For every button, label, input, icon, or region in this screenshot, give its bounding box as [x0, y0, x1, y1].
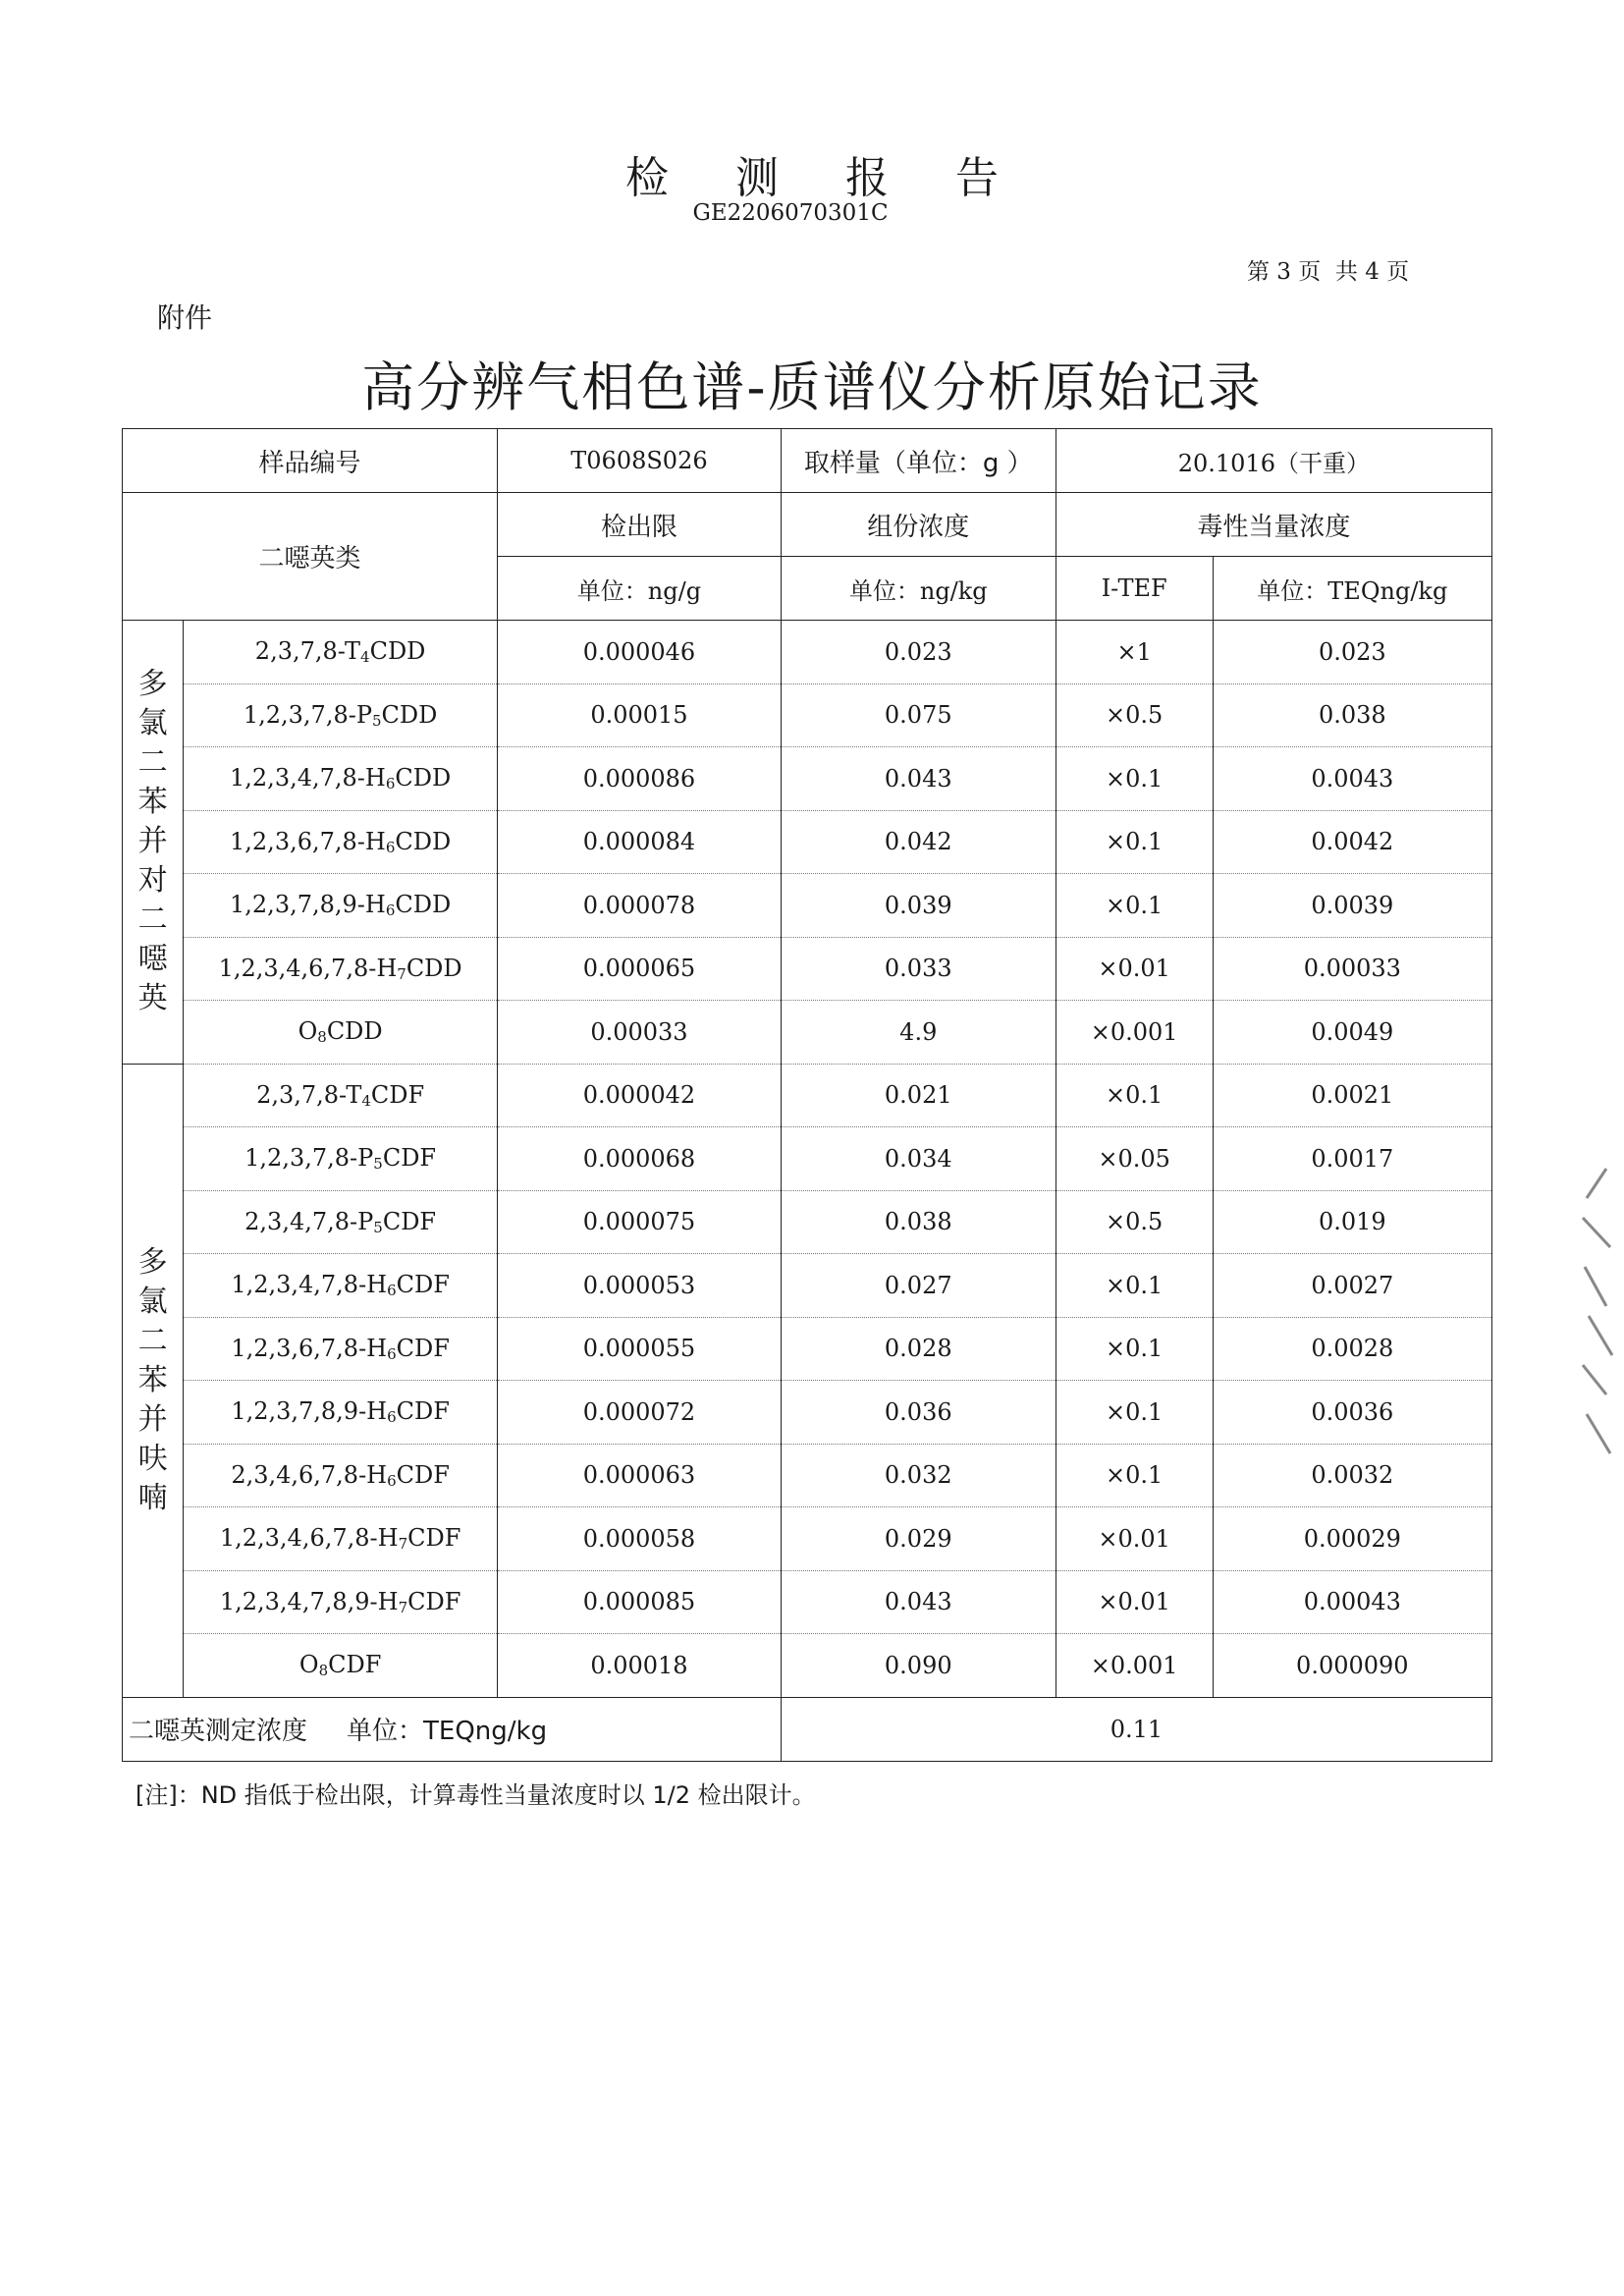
teq-value: 0.00029 — [1213, 1507, 1491, 1571]
table-row — [123, 621, 1492, 684]
compound-subscript: 8 — [317, 1028, 327, 1047]
group-label-pcdf — [123, 1064, 184, 1697]
compound-name — [184, 1001, 498, 1065]
tef-header: I-TEF — [1056, 557, 1213, 621]
compound-subscript: 5 — [373, 1155, 383, 1174]
group-label-char: 对 — [137, 863, 168, 899]
detection-limit-value: 0.000075 — [498, 1190, 782, 1254]
group-label-char: 多 — [137, 667, 168, 702]
toxic-equivalent-header: 毒性当量浓度 — [1056, 493, 1491, 557]
total-row — [123, 1697, 1492, 1761]
tef-value: ×0.1 — [1056, 810, 1213, 874]
total-label-cell — [123, 1697, 782, 1761]
compound-prefix: O — [298, 1651, 319, 1679]
compound-subscript: 7 — [398, 1598, 408, 1616]
tef-value: ×0.5 — [1056, 1190, 1213, 1254]
table-row — [123, 683, 1492, 747]
tef-value: ×0.1 — [1056, 1317, 1213, 1381]
compound-prefix: 1,2,3,7,8,9-H — [230, 891, 386, 919]
detection-limit-value: 0.000072 — [498, 1381, 782, 1445]
teq-value: 0.0017 — [1213, 1127, 1491, 1191]
table-row — [123, 874, 1492, 938]
compound-name — [184, 747, 498, 811]
detection-limit-value: 0.000068 — [498, 1127, 782, 1191]
report-title-char: 报 — [845, 153, 889, 203]
table-row — [123, 1001, 1492, 1065]
seal-stamp-fragment — [1577, 1159, 1616, 1473]
concentration-value: 0.039 — [781, 874, 1056, 938]
table-row — [123, 1190, 1492, 1254]
tef-value: ×0.05 — [1056, 1127, 1213, 1191]
concentration-value: 0.032 — [781, 1444, 1056, 1507]
compound-suffix: CDD — [381, 700, 438, 729]
compound-prefix: 1,2,3,6,7,8-H — [231, 1334, 388, 1362]
compound-prefix: 1,2,3,6,7,8-H — [230, 827, 386, 855]
compound-name — [184, 1127, 498, 1191]
concentration-value: 0.034 — [781, 1127, 1056, 1191]
column-header-row — [123, 493, 1492, 557]
teq-value: 0.0032 — [1213, 1444, 1491, 1507]
table-row — [123, 1634, 1492, 1698]
compound-prefix: O — [298, 1017, 318, 1046]
tef-value: ×0.1 — [1056, 1064, 1213, 1127]
compound-suffix: CDF — [382, 1144, 437, 1173]
compound-subscript: 7 — [398, 1535, 408, 1554]
table-row — [123, 1317, 1492, 1381]
group-label-char: 苯 — [137, 785, 168, 820]
detection-limit-header: 检出限 — [498, 493, 782, 557]
group-label-char: 喃 — [137, 1480, 168, 1515]
compound-prefix: 1,2,3,4,6,7,8-H — [218, 954, 398, 982]
teq-value: 0.0021 — [1213, 1064, 1491, 1127]
tef-value: ×0.01 — [1056, 1507, 1213, 1571]
detection-limit-value: 0.000085 — [498, 1570, 782, 1634]
detection-limit-value: 0.000078 — [498, 874, 782, 938]
group-label-char: 二 — [137, 902, 168, 938]
total-unit: 单位：TEQng/kg — [347, 1717, 548, 1746]
compound-suffix: CDD — [395, 827, 452, 855]
table-row — [123, 810, 1492, 874]
attachment-label: 附件 — [157, 301, 213, 334]
concentration-value: 0.027 — [781, 1254, 1056, 1318]
teq-value: 0.0027 — [1213, 1254, 1491, 1318]
group-label-char: 并 — [137, 824, 168, 859]
detection-limit-value: 0.000065 — [498, 937, 782, 1001]
compound-subscript: 6 — [387, 1282, 397, 1300]
teq-value: 0.00033 — [1213, 937, 1491, 1001]
compound-subscript: 5 — [371, 711, 382, 730]
teq-value: 0.023 — [1213, 621, 1491, 684]
teq-unit: 单位：TEQng/kg — [1213, 557, 1491, 621]
teq-value: 0.00043 — [1213, 1570, 1491, 1634]
sample-amount-value: 20.1016（干重） — [1056, 429, 1491, 493]
compound-subscript: 4 — [361, 1091, 371, 1110]
compound-name — [184, 1254, 498, 1318]
compound-name — [184, 1634, 498, 1698]
compound-prefix: 1,2,3,4,7,8-H — [231, 1271, 388, 1299]
concentration-value: 0.029 — [781, 1507, 1056, 1571]
compound-suffix: CDD — [395, 891, 452, 919]
table-row — [123, 937, 1492, 1001]
compound-subscript: 6 — [385, 775, 396, 793]
concentration-unit: 单位：ng/kg — [781, 557, 1056, 621]
compound-subscript: 5 — [373, 1218, 383, 1236]
compound-subscript: 6 — [387, 1408, 397, 1427]
compound-name — [184, 1064, 498, 1127]
compound-name — [184, 683, 498, 747]
compound-prefix: 2,3,4,6,7,8-H — [231, 1460, 388, 1489]
compound-prefix: 1,2,3,4,6,7,8-H — [219, 1524, 399, 1553]
compound-class-header: 二噁英类 — [123, 493, 498, 621]
tef-value: ×0.1 — [1056, 874, 1213, 938]
compound-subscript: 6 — [387, 1471, 397, 1490]
compound-subscript: 6 — [387, 1344, 397, 1363]
concentration-value: 0.075 — [781, 683, 1056, 747]
concentration-value: 0.090 — [781, 1634, 1056, 1698]
compound-subscript: 8 — [318, 1662, 329, 1680]
sample-info-row — [123, 429, 1492, 493]
group-label-char: 多 — [137, 1244, 168, 1280]
compound-prefix: 2,3,4,7,8-P — [244, 1207, 374, 1235]
compound-suffix: CDF — [382, 1207, 437, 1235]
detection-limit-value: 0.000063 — [498, 1444, 782, 1507]
detection-limit-value: 0.000084 — [498, 810, 782, 874]
record-title: 高分辨气相色谱-质谱仪分析原始记录 — [361, 356, 1263, 418]
report-title-char: 测 — [735, 153, 779, 203]
sample-id-value: T0608S026 — [498, 429, 782, 493]
table-row — [123, 747, 1492, 811]
concentration-value: 0.043 — [781, 1570, 1056, 1634]
compound-suffix: CDF — [407, 1524, 461, 1553]
compound-name — [184, 937, 498, 1001]
tef-value: ×0.1 — [1056, 747, 1213, 811]
group-label-char: 氯 — [137, 706, 168, 741]
tef-value: ×0.01 — [1056, 1570, 1213, 1634]
concentration-value: 0.043 — [781, 747, 1056, 811]
compound-suffix: CDF — [396, 1271, 450, 1299]
detection-limit-value: 0.00015 — [498, 683, 782, 747]
table-row — [123, 1507, 1492, 1571]
compound-name — [184, 1444, 498, 1507]
teq-value: 0.0042 — [1213, 810, 1491, 874]
total-value: 0.11 — [781, 1697, 1491, 1761]
tef-value: ×0.1 — [1056, 1444, 1213, 1507]
concentration-value: 0.023 — [781, 621, 1056, 684]
detection-limit-value: 0.000086 — [498, 747, 782, 811]
tef-value: ×1 — [1056, 621, 1213, 684]
group-label-char: 并 — [137, 1401, 168, 1437]
detection-limit-unit: 单位：ng/g — [498, 557, 782, 621]
concentration-value: 0.021 — [781, 1064, 1056, 1127]
teq-value: 0.0036 — [1213, 1381, 1491, 1445]
compound-name — [184, 874, 498, 938]
compound-suffix: CDF — [396, 1334, 450, 1362]
detection-limit-value: 0.000042 — [498, 1064, 782, 1127]
footnote: [注]：ND 指低于检出限，计算毒性当量浓度时以 1/2 检出限计。 — [135, 1781, 816, 1809]
teq-value: 0.0039 — [1213, 874, 1491, 938]
compound-prefix: 2,3,7,8-T — [256, 1080, 362, 1109]
group-label-char: 苯 — [137, 1362, 168, 1397]
concentration-value: 0.036 — [781, 1381, 1056, 1445]
compound-subscript: 4 — [360, 648, 370, 667]
compound-suffix: CDD — [369, 637, 426, 666]
compound-name — [184, 1381, 498, 1445]
compound-prefix: 1,2,3,7,8-P — [244, 1144, 374, 1173]
report-title-char: 告 — [955, 153, 999, 203]
group-label-char: 氯 — [137, 1284, 168, 1319]
compound-suffix: CDD — [395, 764, 452, 793]
teq-value: 0.000090 — [1213, 1634, 1491, 1698]
report-title-char: 检 — [625, 153, 669, 203]
detection-limit-value: 0.000053 — [498, 1254, 782, 1318]
compound-name — [184, 1507, 498, 1571]
compound-prefix: 1,2,3,7,8-P — [243, 700, 372, 729]
teq-value: 0.019 — [1213, 1190, 1491, 1254]
compound-suffix: CDF — [396, 1460, 450, 1489]
compound-name — [184, 1190, 498, 1254]
group-label-char: 英 — [137, 981, 168, 1016]
table-row — [123, 1444, 1492, 1507]
table-row — [123, 1127, 1492, 1191]
tef-value: ×0.001 — [1056, 1001, 1213, 1065]
teq-value: 0.0049 — [1213, 1001, 1491, 1065]
total-label: 二噁英测定浓度 — [129, 1717, 308, 1746]
page-info: 第 3 页 共 4 页 — [1247, 259, 1410, 285]
group-label-pcdd — [123, 621, 184, 1065]
compound-prefix: 2,3,7,8-T — [254, 637, 361, 666]
tef-value: ×0.001 — [1056, 1634, 1213, 1698]
compound-suffix: CDF — [407, 1587, 461, 1615]
compound-prefix: 1,2,3,7,8,9-H — [231, 1397, 388, 1426]
compound-subscript: 6 — [385, 902, 396, 920]
teq-value: 0.0043 — [1213, 747, 1491, 811]
compound-prefix: 1,2,3,4,7,8-H — [230, 764, 386, 793]
concentration-value: 4.9 — [781, 1001, 1056, 1065]
detection-limit-value: 0.000058 — [498, 1507, 782, 1571]
compound-name — [184, 621, 498, 684]
group-label-char: 二 — [137, 745, 168, 781]
compound-suffix: CDD — [326, 1017, 383, 1046]
teq-value: 0.038 — [1213, 683, 1491, 747]
group-label-char: 呋 — [137, 1441, 168, 1476]
detection-limit-value: 0.00033 — [498, 1001, 782, 1065]
detection-limit-value: 0.000046 — [498, 621, 782, 684]
concentration-header: 组份浓度 — [781, 493, 1056, 557]
concentration-value: 0.028 — [781, 1317, 1056, 1381]
detection-limit-value: 0.000055 — [498, 1317, 782, 1381]
report-title — [0, 142, 1624, 205]
tef-value: ×0.1 — [1056, 1254, 1213, 1318]
table-row — [123, 1381, 1492, 1445]
tef-value: ×0.01 — [1056, 937, 1213, 1001]
compound-subscript: 7 — [397, 964, 406, 983]
compound-subscript: 6 — [385, 838, 396, 856]
concentration-value: 0.038 — [781, 1190, 1056, 1254]
sample-amount-label: 取样量（单位：g ） — [781, 429, 1056, 493]
detection-limit-value: 0.00018 — [498, 1634, 782, 1698]
tef-value: ×0.5 — [1056, 683, 1213, 747]
compound-suffix: CDF — [396, 1397, 450, 1426]
concentration-value: 0.042 — [781, 810, 1056, 874]
report-number: GE2206070301C — [692, 200, 889, 226]
compound-suffix: CDD — [406, 954, 462, 982]
group-label-char: 二 — [137, 1323, 168, 1358]
compound-name — [184, 1570, 498, 1634]
compound-prefix: 1,2,3,4,7,8,9-H — [219, 1587, 399, 1615]
analysis-record-table — [122, 428, 1492, 1762]
compound-suffix: CDF — [370, 1080, 425, 1109]
compound-suffix: CDF — [328, 1651, 382, 1679]
compound-name — [184, 810, 498, 874]
table-row — [123, 1254, 1492, 1318]
concentration-value: 0.033 — [781, 937, 1056, 1001]
table-row — [123, 1064, 1492, 1127]
table-row — [123, 1570, 1492, 1634]
tef-value: ×0.1 — [1056, 1381, 1213, 1445]
compound-name — [184, 1317, 498, 1381]
group-label-char: 噁 — [137, 942, 168, 977]
sample-id-label: 样品编号 — [123, 429, 498, 493]
teq-value: 0.0028 — [1213, 1317, 1491, 1381]
